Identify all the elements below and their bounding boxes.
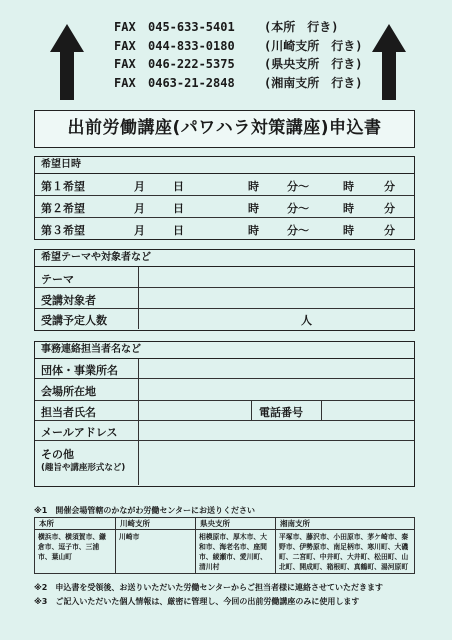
person-label: 担当者氏名 [41,406,96,419]
up-arrow-icon [50,24,84,100]
fax-number: 046-222-5375 [148,57,235,71]
month-unit: 月 [134,224,145,237]
schedule-row[interactable] [35,218,414,239]
venue-row[interactable] [35,379,414,401]
up-arrow-icon [372,24,406,100]
hour-unit: 時 [343,202,354,215]
divider [251,401,252,420]
email-row[interactable] [35,421,414,441]
org-row[interactable] [35,359,414,379]
minute-unit: 分 [384,202,395,215]
schedule-section [34,156,415,240]
email-label: メールアドレス [41,426,118,439]
minute-unit: 分〜 [287,224,309,237]
minute-unit: 分 [384,224,395,237]
hour-unit: 時 [248,202,259,215]
fax-label: FAX [114,20,136,34]
other-row[interactable] [35,441,414,485]
org-label: 団体・事業所名 [41,364,118,377]
headcount-label: 受講予定人数 [41,314,107,327]
fax-line [114,37,362,56]
schedule-label: 第３希望 [41,224,85,237]
office-areas: 横浜市、横須賀市、鎌倉市、逗子市、三浦市、葉山町 [38,533,106,561]
theme-row[interactable] [35,267,414,288]
contact-section [34,341,415,487]
headcount-row[interactable] [35,309,414,329]
divider [138,267,139,287]
fax-destination: (県央支所 行き) [264,57,363,71]
minute-unit: 分〜 [287,202,309,215]
fax-label: FAX [114,75,136,90]
office-name: 湘南支所 [276,518,414,530]
venue-label: 会場所在地 [41,385,96,398]
office-areas: 相模原市、厚木市、大和市、海老名市、座間市、綾瀬市、愛川町、清川村 [199,533,267,571]
fax-label: FAX [114,57,136,71]
schedule-heading: 希望日時 [35,157,414,174]
hour-unit: 時 [248,224,259,237]
schedule-label: 第１希望 [41,180,85,193]
fax-destination: (本所 行き) [264,20,339,34]
schedule-row[interactable] [35,196,414,218]
hour-unit: 時 [343,224,354,237]
phone-label: 電話番号 [259,406,303,419]
divider [321,401,322,420]
office-name: 川崎支所 [116,518,195,530]
hour-unit: 時 [343,180,354,193]
office-name: 本所 [35,518,115,530]
fax-number: 044-833-0180 [148,38,235,53]
office-areas: 平塚市、藤沢市、小田原市、茅ケ崎市、秦野市、伊勢原市、南足柄市、寒川町、大磯町、二宮町、中井町、大井町、松田町、山北町、開成町、箱根町、真鶴町、湯河原町 [279,533,409,571]
theme-section [34,249,415,331]
divider [138,359,139,378]
fax-list [114,18,362,92]
fax-destination: (湘南支所 行き) [264,75,363,90]
theme-label: テーマ [41,273,74,286]
office-table [34,517,415,574]
divider [138,441,139,485]
audience-row[interactable] [35,288,414,309]
hour-unit: 時 [248,180,259,193]
divider [138,288,139,308]
person-unit: 人 [301,314,312,327]
office-areas: 川崎市 [119,533,140,541]
day-unit: 日 [173,224,184,237]
fax-number: 045-633-5401 [148,20,235,34]
month-unit: 月 [134,202,145,215]
minute-unit: 分 [384,180,395,193]
schedule-label: 第２希望 [41,202,85,215]
divider [138,401,139,420]
fax-label: FAX [114,38,136,53]
contact-heading: 事務連絡担当者名など [35,342,414,359]
office-column [195,518,275,573]
fax-line [114,74,362,93]
form-title: 出前労働講座(パワハラ対策講座)申込書 [34,110,415,148]
fax-line [114,55,362,74]
fax-number: 0463-21-2848 [148,75,235,90]
day-unit: 日 [173,202,184,215]
minute-unit: 分〜 [287,180,309,193]
note-3: ※3 ご記入いただいた個人情報は、厳密に管理し、今回の出前労働講座のみに使用します [34,597,360,606]
audience-label: 受講対象者 [41,294,96,307]
divider [138,421,139,440]
divider [138,379,139,400]
note-2: ※2 申込書を受領後、お送りいただいた労働センターからご担当者様に連絡させていただきます [34,583,384,592]
fax-destination: (川崎支所 行き) [264,38,363,53]
note-1: ※1 開催会場管轄のかながわ労働センターにお送りください [34,506,256,515]
fax-line [114,18,362,37]
office-column [115,518,195,573]
divider [138,309,139,329]
person-row[interactable] [35,401,414,421]
day-unit: 日 [173,180,184,193]
theme-heading: 希望テーマや対象者など [35,250,414,267]
other-sublabel: (趣旨や講座形式など) [41,463,126,473]
month-unit: 月 [134,180,145,193]
office-column [275,518,414,573]
office-name: 県央支所 [196,518,275,530]
office-column [35,518,115,573]
schedule-row[interactable] [35,174,414,196]
other-label: その他 [41,448,74,461]
